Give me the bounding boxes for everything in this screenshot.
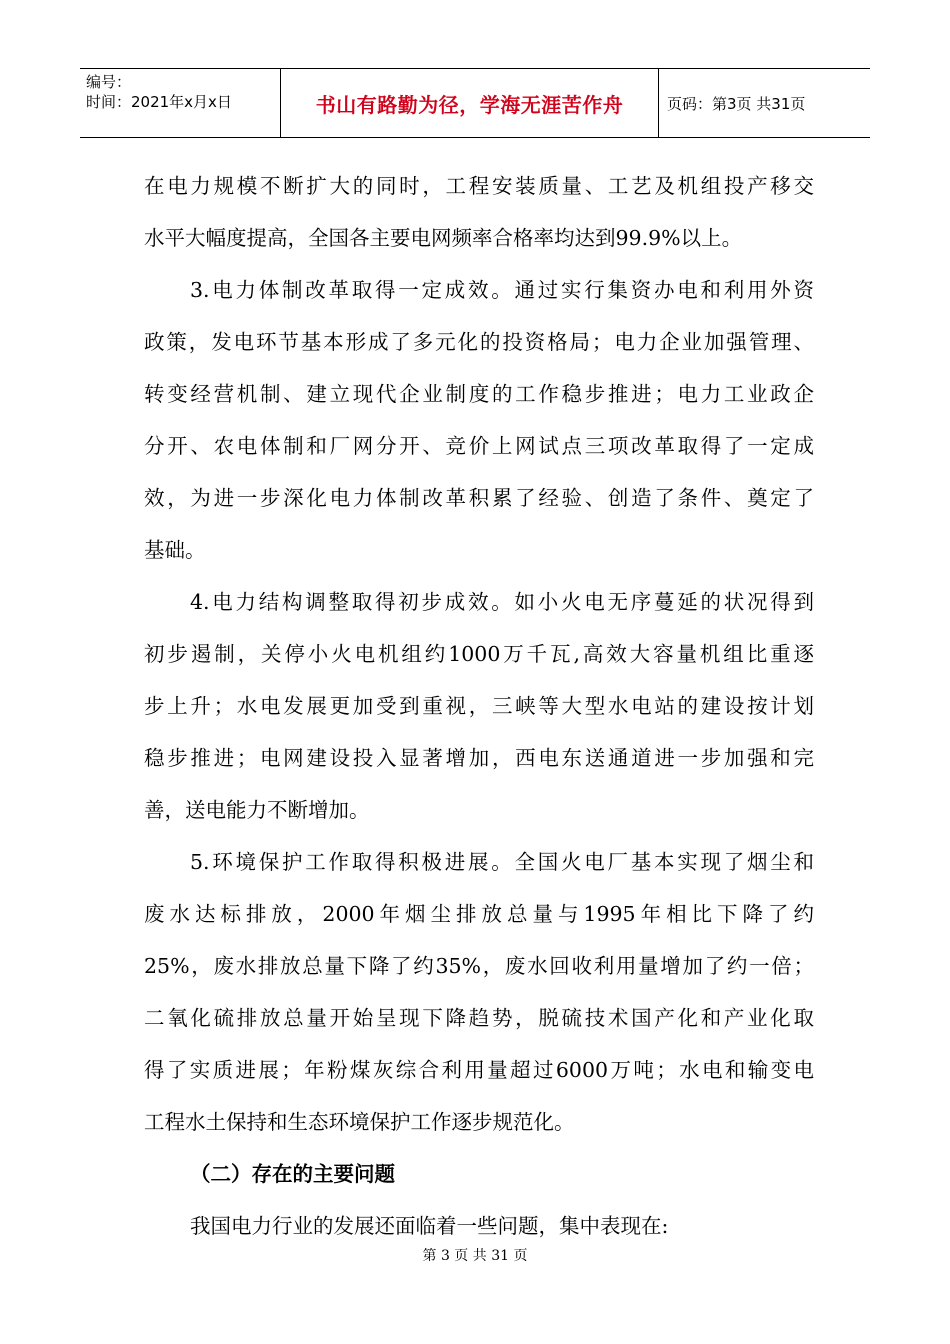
- number-label: 编号：: [86, 73, 132, 91]
- body-line: 步上升；水电发展更加受到重视，三峡等大型水电站的建设按计划: [144, 694, 814, 718]
- document-body: [144, 160, 814, 1252]
- motto-cell: [281, 69, 659, 137]
- body-line: 效，为进一步深化电力体制改革积累了经验、创造了条件、奠定了: [144, 486, 814, 510]
- body-line: 基础。: [144, 538, 206, 562]
- body-line: 25%，废水排放总量下降了约35%，废水回收利用量增加了约一倍；: [144, 954, 814, 978]
- motto-text: 书山有路勤为径，学海无涯苦作舟: [315, 92, 624, 117]
- page-info-text: 页码：第3页 共31页: [667, 94, 806, 113]
- footer-page-number: 第 3 页 共 31 页: [422, 1248, 528, 1264]
- body-line: 水平大幅度提高，全国各主要电网频率合格率均达到99.9%以上。: [144, 226, 743, 250]
- paragraph-3-first-line: 3.电力体制改革取得一定成效。通过实行集资办电和利用外资: [190, 278, 814, 302]
- body-line: 转变经营机制、建立现代企业制度的工作稳步推进；电力工业政企: [144, 382, 814, 406]
- body-line: 在电力规模不断扩大的同时，工程安装质量、工艺及机组投产移交: [144, 174, 814, 198]
- body-line: 工程水土保持和生态环境保护工作逐步规范化。: [144, 1110, 575, 1134]
- header-meta-cell: [80, 69, 281, 137]
- section-heading: （二）存在的主要问题: [190, 1162, 395, 1186]
- body-line: 善，送电能力不断增加。: [144, 798, 370, 822]
- body-line: 废水达标排放，2000年烟尘排放总量与1995年相比下降了约: [144, 902, 814, 926]
- body-line: 政策，发电环节基本形成了多元化的投资格局；电力企业加强管理、: [144, 330, 814, 354]
- time-label: 时间：2021年x月x日: [86, 93, 232, 111]
- paragraph-4-first-line: 4.电力结构调整取得初步成效。如小火电无序蔓延的状况得到: [190, 590, 814, 614]
- paragraph-intro-line: 我国电力行业的发展还面临着一些问题，集中表现在:: [190, 1214, 669, 1238]
- body-line: 得了实质进展；年粉煤灰综合利用量超过6000万吨；水电和输变电: [144, 1058, 814, 1082]
- paragraph-5-first-line: 5.环境保护工作取得积极进展。全国火电厂基本实现了烟尘和: [190, 850, 814, 874]
- body-line: 二氧化硫排放总量开始呈现下降趋势，脱硫技术国产化和产业化取: [144, 1006, 814, 1030]
- body-line: 初步遏制，关停小火电机组约1000万千瓦,高效大容量机组比重逐: [144, 642, 814, 666]
- page-footer: [0, 1245, 950, 1265]
- body-line: 分开、农电体制和厂网分开、竞价上网试点三项改革取得了一定成: [144, 434, 814, 458]
- header-table: [80, 68, 870, 138]
- page-info-cell: [659, 69, 870, 137]
- body-line: 稳步推进；电网建设投入显著增加，西电东送通道进一步加强和完: [144, 746, 814, 770]
